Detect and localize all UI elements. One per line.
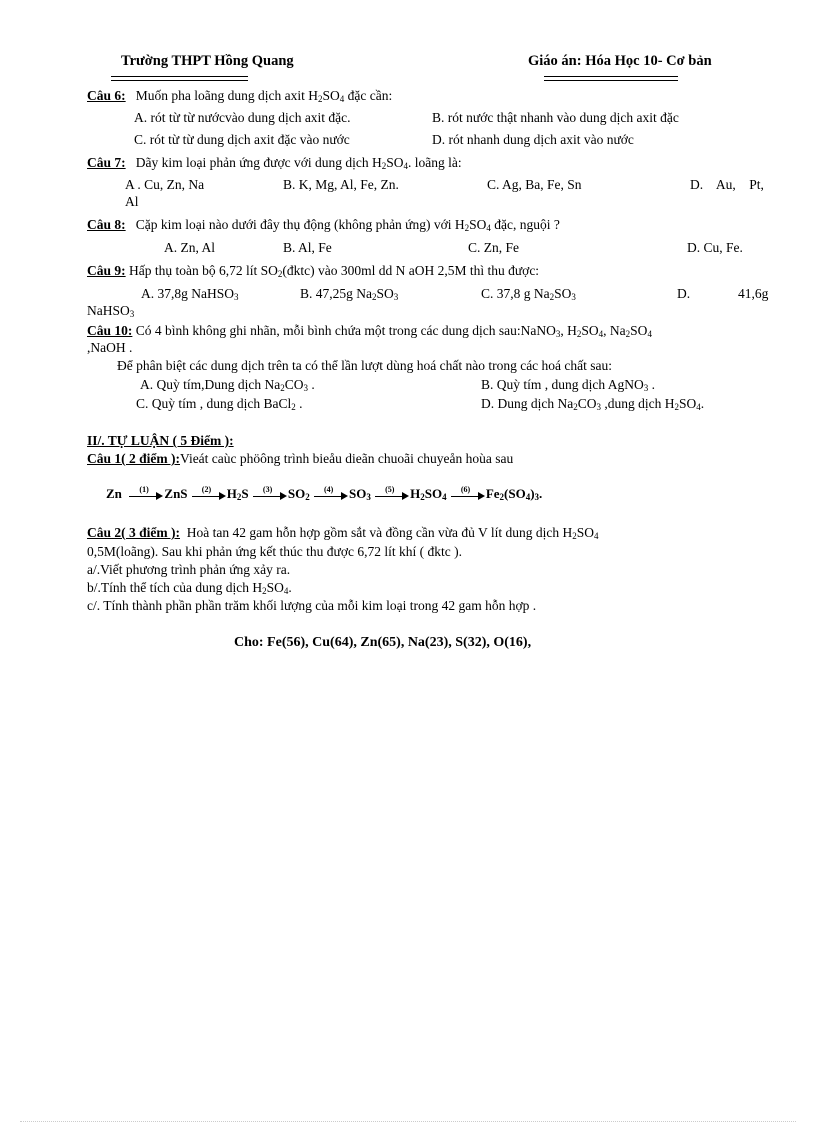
arrow-1-number: (1) [139, 485, 149, 495]
chain-h2so4-a: H [410, 486, 421, 501]
arrow-4-icon [314, 485, 348, 500]
question-8-option-d: D. Cu, Fe. [687, 240, 743, 255]
question-7-option-a: A . Cu, Zn, Na [125, 177, 205, 192]
question-9-option-d-cont: NaHSO$_3$ [87, 303, 135, 319]
chain-fe-d: . [539, 486, 543, 501]
essay-1-text: Vieát caùc phöông trình bieåu dieãn chuoãi chuyeån hoùa sau [180, 451, 514, 466]
essay-2-text: Hoà tan 42 gam hỗn hợp gồm sắt và đồng cần vừa đủ V lít dung dịch H [186, 525, 573, 540]
question-10-text-e: SO [630, 323, 648, 338]
question-6-text-b: SO [322, 88, 340, 103]
question-9: Câu 9: Hấp thụ toàn bộ 6,72 lít $SO_2(đktc)$ vào 300ml dd N aOH 2,5M thì thu được: [87, 263, 540, 279]
chain-zn: Zn [106, 486, 122, 501]
chain-fe-a: Fe [485, 486, 500, 501]
question-10-option-b-text: B. Quỳ tím , dung dịch AgNO [481, 377, 644, 392]
question-9-option-d-value: 41,6g [738, 286, 769, 301]
chain-h2s: $H_2S$ [226, 486, 249, 502]
chain-so3-a: SO [349, 486, 367, 501]
chain-so3: $SO_3$ [349, 486, 371, 502]
section-2-title: II/. TỰ LUẬN ( 5 Điểm ): [87, 433, 234, 448]
arrow-6-icon [451, 485, 485, 500]
essay-1 [87, 451, 513, 467]
chain-h2s-b: S [241, 486, 249, 501]
question-10-text-d: , Na [603, 323, 626, 338]
question-9-option-c-text2: SO [554, 286, 572, 301]
essay-2-part-c: c/. Tính thành phần phần trăm khối lượng của mỗi kim loại trong 42 gam hỗn hợp . [87, 598, 537, 613]
arrow-6-number: (6) [460, 485, 471, 495]
question-9-option-a: A. 37,8g NaHSO$_3$ [141, 286, 239, 302]
question-8-text: Cặp kim loại nào dưới đây thụ động (không phản ứng) với H [135, 217, 465, 232]
question-9-option-c-text: C. 37,8 g Na [481, 286, 550, 301]
subject-title: Giáo án: Hóa Học 10- Cơ bản [528, 53, 712, 69]
question-7-text-b: SO [386, 155, 404, 170]
question-10-prompt: Để phân biệt các dung dịch trên ta có thể lần lượt dùng hoá chất nào trong các hoá chất sau: [117, 358, 613, 373]
question-10-option-a-text2: CO [284, 377, 304, 392]
question-10-label: Câu 10: [87, 323, 133, 338]
question-8-text-b: SO [469, 217, 487, 232]
question-9-option-c: C. 37,8 g $Na_2SO_3$ [481, 286, 576, 302]
question-6: Câu 6: Muốn pha loãng dung dịch axit $H_2SO_4$ đặc cần: [87, 88, 393, 104]
question-8-option-a: A. Zn, Al [164, 240, 216, 255]
question-10-option-d-text2: CO [577, 396, 597, 411]
question-10-option-c-text2: . [295, 396, 303, 411]
question-9-option-b: B. 47,25g $Na_2SO_3$ [300, 286, 399, 302]
school-name: Trường THPT Hồng Quang [121, 53, 294, 69]
chain-zns: ZnS [164, 486, 188, 501]
essay-2-text-b: SO [576, 525, 595, 540]
question-10-cont: ,NaOH . [87, 340, 133, 355]
question-7-option-d-cont: Al [125, 194, 139, 209]
question-8-option-b: B. Al, Fe [283, 240, 332, 255]
question-7: Câu 7: Dãy kim loại phản ứng được với dung dịch $H_2SO_4$. loãng là: [87, 155, 462, 171]
question-9-option-d-text2: NaHSO [87, 303, 130, 318]
question-8-option-c: C. Zn, Fe [468, 240, 520, 255]
header-underline-right [544, 76, 678, 81]
question-10-option-d-text3: ,dung dịch H [601, 396, 675, 411]
chain-fe-c: ) [530, 486, 535, 501]
arrow-2-number: (2) [201, 485, 212, 495]
arrow-4-number: (4) [324, 485, 334, 495]
question-8: Câu 8: Cặp kim loại nào dưới đây thụ động (không phản ứng) với $H_2SO_4$ đặc, nguội ? [87, 217, 560, 233]
question-8-text-c: đặc, nguội ? [490, 217, 560, 232]
question-9-option-a-text: A. 37,8g NaHSO [141, 286, 234, 301]
chain-h2s-a: H [226, 486, 237, 501]
reaction-chain [106, 486, 542, 502]
essay-2-line-2: 0,5M(loãng). Sau khi phản ứng kết thúc thu được 6,72 lít khí ( đktc ). [87, 544, 462, 559]
essay-2-part-b-text2: SO [266, 580, 284, 595]
arrow-3-number: (3) [262, 485, 273, 495]
question-6-option-d: D. rót nhanh dung dịch axit vào nước [432, 132, 634, 147]
essay-2-part-a: a/.Viết phương trình phản ứng xảy ra. [87, 562, 291, 577]
question-10-option-b-text2: . [648, 377, 656, 392]
question-9-label: Câu 9: [87, 263, 126, 278]
arrow-2-icon [192, 485, 226, 500]
question-10-option-b: B. Quỳ tím , dung dịch AgNO$_3$ . [481, 377, 656, 393]
question-10-option-d-text5: . [700, 396, 705, 411]
question-7-label: Câu 7: [87, 155, 126, 170]
question-7-option-c: C. Ag, Ba, Fe, Sn [487, 177, 582, 192]
essay-1-label: Câu 1( 2 điểm ): [87, 451, 180, 466]
arrow-5-icon [375, 485, 409, 500]
question-10-option-a-text: A. Quỳ tím,Dung dịch Na [140, 377, 281, 392]
question-9-text: Hấp thụ toàn bộ 6,72 lít SO [129, 263, 278, 278]
essay-2-label: Câu 2( 3 điểm ): [87, 525, 180, 540]
question-6-text-c: đặc cần: [344, 88, 393, 103]
essay-2-part-b-text: b/.Tính thể tích của dung dịch H [87, 580, 263, 595]
page-bottom-border [20, 1121, 796, 1122]
question-10-option-d: D. Dung dịch $Na_2CO_3$ ,dung dịch $H_2SO_4$. [481, 396, 705, 412]
arrow-5-number: (5) [385, 485, 395, 495]
question-10-option-d-text4: SO [679, 396, 697, 411]
question-6-option-b: B. rót nước thật nhanh vào dung dịch axit đặc [432, 110, 679, 125]
question-10: Câu 10: Có 4 bình không ghi nhãn, mỗi bình chứa một trong các dung dịch sau:NaNO$_3$, $H_2SO_4$, $Na_2SO_4$ [87, 323, 652, 339]
essay-2-part-b-text3: . [288, 580, 292, 595]
essay-2-part-b: b/.Tính thể tích của dung dịch $H_2SO_4$. [87, 580, 292, 596]
chain-h2so4-b: SO [424, 486, 443, 501]
chain-h2so4: $H_2SO_4$ [410, 486, 447, 502]
question-9-option-d: D. [677, 286, 691, 301]
chain-so2-a: SO [287, 486, 306, 501]
question-10-text-b: , H [560, 323, 577, 338]
question-8-label: Câu 8: [87, 217, 126, 232]
arrow-3-icon [253, 485, 287, 500]
chain-fe2so43: $Fe_2(SO_4)_3$. [485, 486, 543, 502]
question-7-option-d: D. Au, Pt, [690, 177, 764, 192]
question-6-text: Muốn pha loãng dung dịch axit H [135, 88, 318, 103]
atomic-masses: Cho: Fe(56), Cu(64), Zn(65), Na(23), S(32), O(16), [234, 635, 532, 650]
chain-so2: $SO_2$ [287, 486, 310, 502]
question-6-option-c: C. rót từ từ dung dịch axit đặc vào nước [134, 132, 350, 147]
question-10-text-c: SO [581, 323, 599, 338]
question-6-label: Câu 6: [87, 88, 126, 103]
question-7-option-b: B. K, Mg, Al, Fe, Zn. [283, 177, 399, 192]
question-10-option-a: A. Quỳ tím,Dung dịch $Na_2CO_3$ . [140, 377, 315, 393]
question-10-option-c-text: C. Quỳ tím , dung dịch BaCl [136, 396, 292, 411]
question-9-text-b: (đktc) vào 300ml dd N aOH 2,5M thì thu được: [282, 263, 540, 278]
question-10-text: Có 4 bình không ghi nhãn, mỗi bình chứa một trong các dung dịch sau:NaNO [135, 323, 556, 338]
question-9-option-b-text2: SO [376, 286, 394, 301]
question-10-option-c: C. Quỳ tím , dung dịch BaCl$_2$ . [136, 396, 303, 412]
question-7-text: Dãy kim loại phản ứng được với dung dịch H [135, 155, 382, 170]
question-7-text-c: . loãng là: [408, 155, 462, 170]
essay-2: Câu 2( 3 điểm ): Hoà tan 42 gam hỗn hợp gồm sắt và đồng cần vừa đủ V lít dung dịch $H_2SO_4$ [87, 525, 599, 541]
chain-fe-b: (SO [504, 486, 526, 501]
question-6-option-a: A. rót từ từ nướcvào dung dịch axit đặc. [134, 110, 351, 125]
question-10-option-a-text3: . [308, 377, 315, 392]
header-underline-left [111, 76, 248, 81]
question-9-option-b-text: B. 47,25g Na [300, 286, 372, 301]
question-10-option-d-text: D. Dung dịch Na [481, 396, 574, 411]
arrow-1-icon [129, 485, 163, 500]
